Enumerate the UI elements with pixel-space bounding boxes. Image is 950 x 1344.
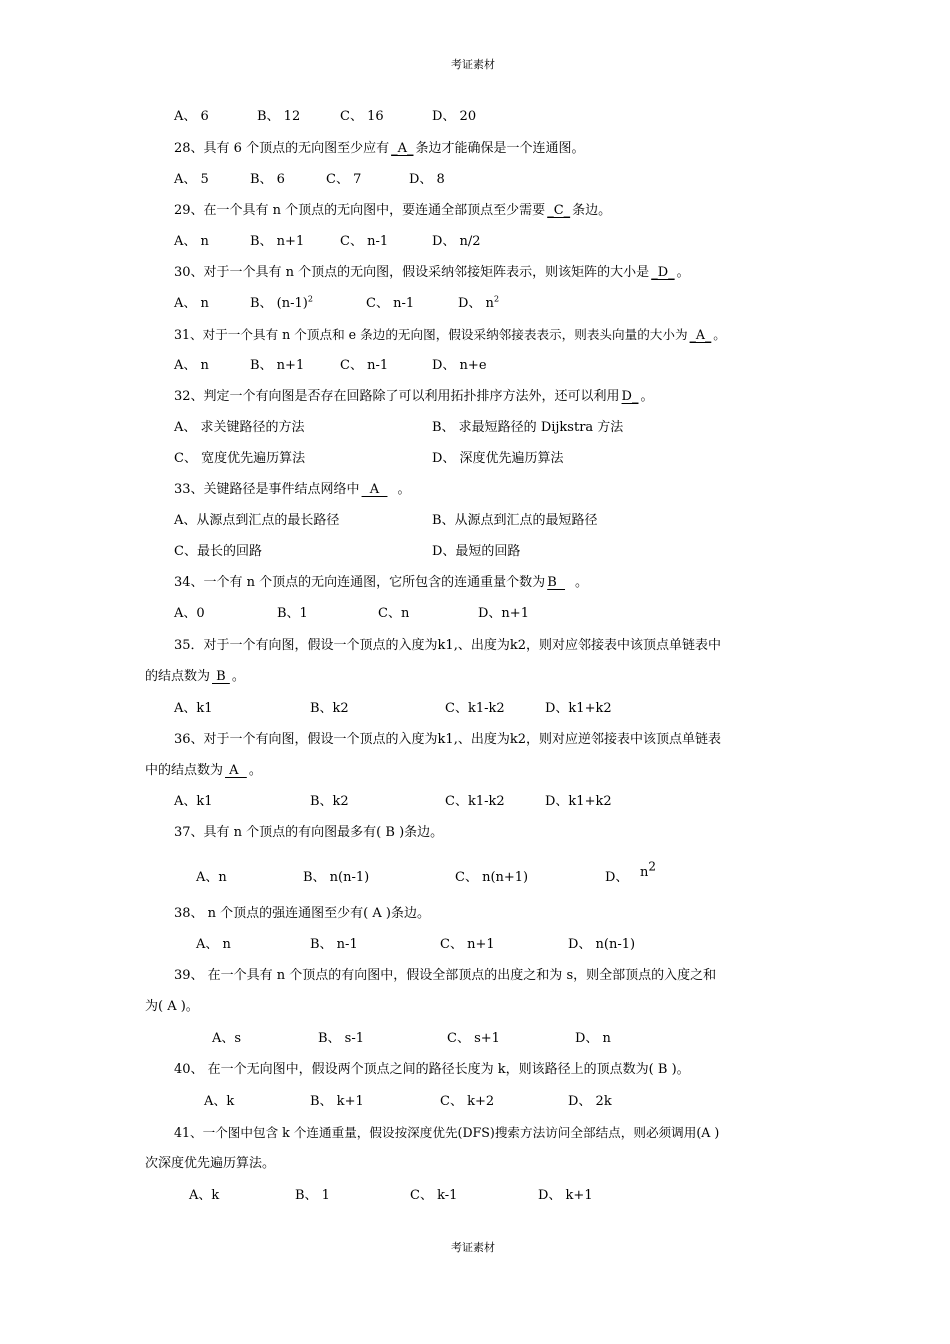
option-c: C、 s+1 [447, 1031, 500, 1046]
option-c: C、 n-1 [340, 358, 389, 373]
page-header: 考证素材 [451, 58, 495, 71]
option-a: A、 n [174, 296, 209, 311]
option-c: C、 7 [326, 172, 362, 187]
option-b: B、 k+1 [310, 1094, 364, 1109]
option-a: A、k1 [174, 794, 213, 809]
option-b: B、 12 [257, 109, 301, 124]
question-text-tail: 。 [231, 669, 245, 684]
question-39-line-2: 为( A )。 [145, 999, 199, 1014]
option-c: C、k1-k2 [445, 701, 505, 716]
question-text-tail: 。 [397, 482, 411, 497]
option-b: B、 n+1 [250, 234, 305, 249]
option-a: A、0 [174, 606, 205, 621]
question-text-tail: 。 [248, 763, 262, 778]
question-text-tail: 条边才能确保是一个连通图。 [415, 141, 585, 156]
option-d: D、 20 [432, 109, 477, 124]
option-b: B、 1 [295, 1188, 330, 1203]
option-c: C、 n(n+1) [455, 870, 529, 885]
question-text: 32、判定一个有向图是否存在回路除了可以利用拓扑排序方法外，还可以利用 [174, 389, 620, 404]
question-text: 33、关键路径是事件结点网络中 [174, 482, 360, 497]
question-37: 37、具有 n 个顶点的有向图最多有( B )条边。 [174, 825, 444, 840]
option-b-text: B、 (n-1) [250, 296, 308, 311]
question-text-tail: 条边。 [572, 203, 612, 218]
question-text: 31、对于一个具有 n 个顶点和 e 条边的无向图，假设采纳邻接表表示，则表头向量的大小为 [174, 327, 688, 342]
option-a: A、k [189, 1188, 220, 1203]
question-31 [174, 326, 726, 344]
question-40: 40、 在一个无向图中，假设两个顶点之间的路径长度为 k，则该路径上的顶点数为( B )。 [174, 1062, 690, 1077]
option-a: A、 5 [174, 172, 209, 187]
option-c: C、 k-1 [410, 1188, 458, 1203]
option-a: A、k1 [174, 701, 213, 716]
question-38: 38、 n 个顶点的强连通图至少有( A )条边。 [174, 906, 430, 921]
option-c: C、 n+1 [440, 937, 495, 952]
answer-blank: B [212, 669, 230, 684]
question-41-line-1: 41、一个图中包含 k 个连通重量，假设按深度优先(DFS)搜索方法访问全部结点，则必须调用(A ) [174, 1125, 720, 1140]
option-c: C、 宽度优先遍历算法 [174, 451, 306, 466]
option-a: A、k [204, 1094, 235, 1109]
option-c: C、最长的回路 [174, 544, 262, 559]
question-text: 29、在一个具有 n 个顶点的无向图中，要连通全部顶点至少需要 [174, 203, 546, 218]
option-b: B、k2 [310, 794, 349, 809]
answer-blank: B [547, 575, 566, 590]
option-a: A、n [196, 870, 227, 885]
question-36-line-2 [145, 762, 262, 780]
option-a: A、 n [174, 234, 209, 249]
question-text: 的结点数为 [145, 669, 211, 684]
option-a: A、 n [196, 937, 231, 952]
option-b [250, 295, 313, 313]
answer-blank: D_ [621, 389, 639, 404]
question-text-tail: 。 [640, 389, 654, 404]
option-d-text: D、 n [458, 296, 494, 311]
option-d: D、 n/2 [432, 234, 481, 249]
option-c: C、n [378, 606, 410, 621]
answer-blank: _A_ [391, 141, 414, 156]
answer-blank: _D_ [651, 265, 675, 280]
question-39-line-1: 39、 在一个具有 n 个顶点的有向图中，假设全部顶点的出度之和为 s，则全部顶点的入度之和 [174, 968, 717, 983]
answer-blank: A [361, 482, 388, 497]
question-29 [174, 202, 611, 220]
question-32 [174, 388, 654, 406]
option-b: B、 n-1 [310, 937, 358, 952]
superscript: 2 [307, 294, 313, 304]
option-d: D、 [605, 870, 629, 885]
option-a: A、s [212, 1031, 242, 1046]
option-b: B、 6 [250, 172, 285, 187]
option-c: C、 n-1 [366, 296, 415, 311]
option-b: B、1 [277, 606, 308, 621]
option-d-base: n [640, 865, 649, 880]
option-b: B、 n+1 [250, 358, 305, 373]
option-d-value [640, 859, 657, 882]
option-d: D、n+1 [478, 606, 529, 621]
option-b: B、 s-1 [318, 1031, 365, 1046]
option-b: B、从源点到汇点的最短路径 [432, 513, 598, 528]
option-b: B、k2 [310, 701, 349, 716]
option-c: C、 16 [340, 109, 384, 124]
superscript: 2 [648, 859, 657, 874]
question-text: 30、对于一个具有 n 个顶点的无向图，假设采纳邻接矩阵表示，则该矩阵的大小是 [174, 265, 650, 280]
option-d: D、 k+1 [538, 1188, 593, 1203]
question-33 [174, 481, 410, 499]
option-d: D、 n+e [432, 358, 487, 373]
option-d: D、 8 [409, 172, 445, 187]
question-36-line-1: 36、对于一个有向图，假设一个顶点的入度为k1,、出度为k2，则对应逆邻接表中该顶点单链表 [174, 732, 721, 747]
option-d: D、 n [575, 1031, 611, 1046]
superscript: 2 [493, 294, 500, 304]
option-a: A、 求关键路径的方法 [174, 420, 305, 435]
option-d: D、 n(n-1) [568, 937, 636, 952]
question-28 [174, 140, 584, 158]
option-d: D、 2k [568, 1094, 612, 1109]
option-a: A、 n [174, 358, 209, 373]
question-35-line-1: 35．对于一个有向图，假设一个顶点的入度为k1,、出度为k2，则对应邻接表中该顶点单链表中 [174, 638, 721, 653]
answer-blank: A [225, 763, 247, 778]
option-c: C、 n-1 [340, 234, 389, 249]
question-34 [174, 574, 588, 592]
option-d: D、k1+k2 [545, 794, 612, 809]
question-30 [174, 264, 690, 282]
option-d: D、k1+k2 [545, 701, 612, 716]
question-text: 中的结点数为 [145, 763, 224, 778]
option-c: C、 k+2 [440, 1094, 495, 1109]
option-c: C、k1-k2 [445, 794, 505, 809]
option-a: A、从源点到汇点的最长路径 [174, 513, 340, 528]
question-text: 28、具有 6 个顶点的无向图至少应有 [174, 141, 390, 156]
answer-blank: _A_ [689, 327, 712, 342]
question-text-tail: 。 [575, 575, 589, 590]
question-text-tail: 。 [713, 327, 726, 342]
question-text-tail: 。 [676, 265, 690, 280]
option-b: B、 n(n-1) [303, 870, 370, 885]
option-b: B、 求最短路径的 Dijkstra 方法 [432, 420, 624, 435]
option-d [458, 295, 499, 313]
answer-blank: _C_ [547, 203, 571, 218]
option-d: D、 深度优先遍历算法 [432, 451, 564, 466]
question-41-line-2: 次深度优先遍历算法。 [145, 1156, 276, 1171]
option-d: D、最短的回路 [432, 544, 521, 559]
page-footer: 考证素材 [451, 1241, 495, 1254]
question-text: 34、一个有 n 个顶点的无向连通图，它所包含的连通重量个数为 [174, 575, 546, 590]
option-a: A、 6 [174, 109, 209, 124]
question-35-line-2 [145, 668, 245, 686]
